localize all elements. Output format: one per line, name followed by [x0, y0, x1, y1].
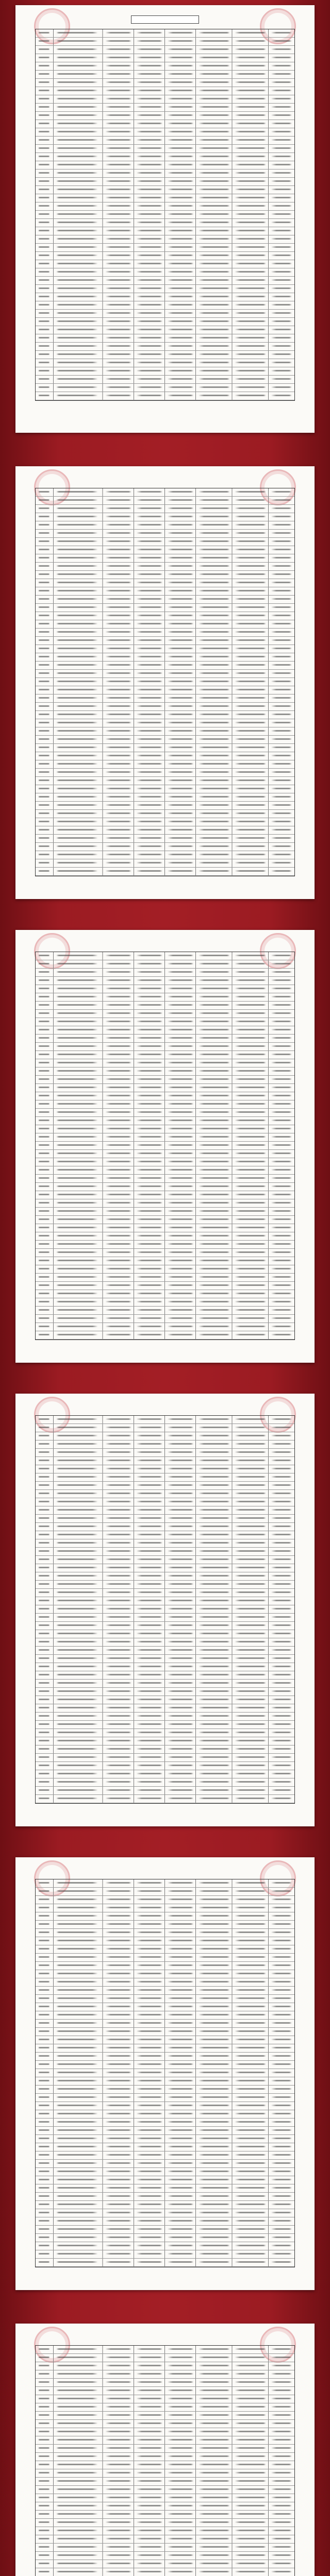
document-page-5 — [15, 1857, 315, 2290]
price-table — [35, 1415, 295, 1804]
document-page-6 — [15, 2324, 315, 2576]
table-caption — [131, 15, 199, 24]
price-table — [35, 1879, 295, 2267]
price-table — [35, 488, 295, 876]
price-table — [35, 2345, 295, 2576]
document-page-4 — [15, 1394, 315, 1826]
document-page-2 — [15, 466, 315, 899]
price-table — [35, 952, 295, 1340]
price-table — [35, 29, 295, 401]
document-page-1 — [15, 5, 315, 433]
document-page-3 — [15, 930, 315, 1363]
